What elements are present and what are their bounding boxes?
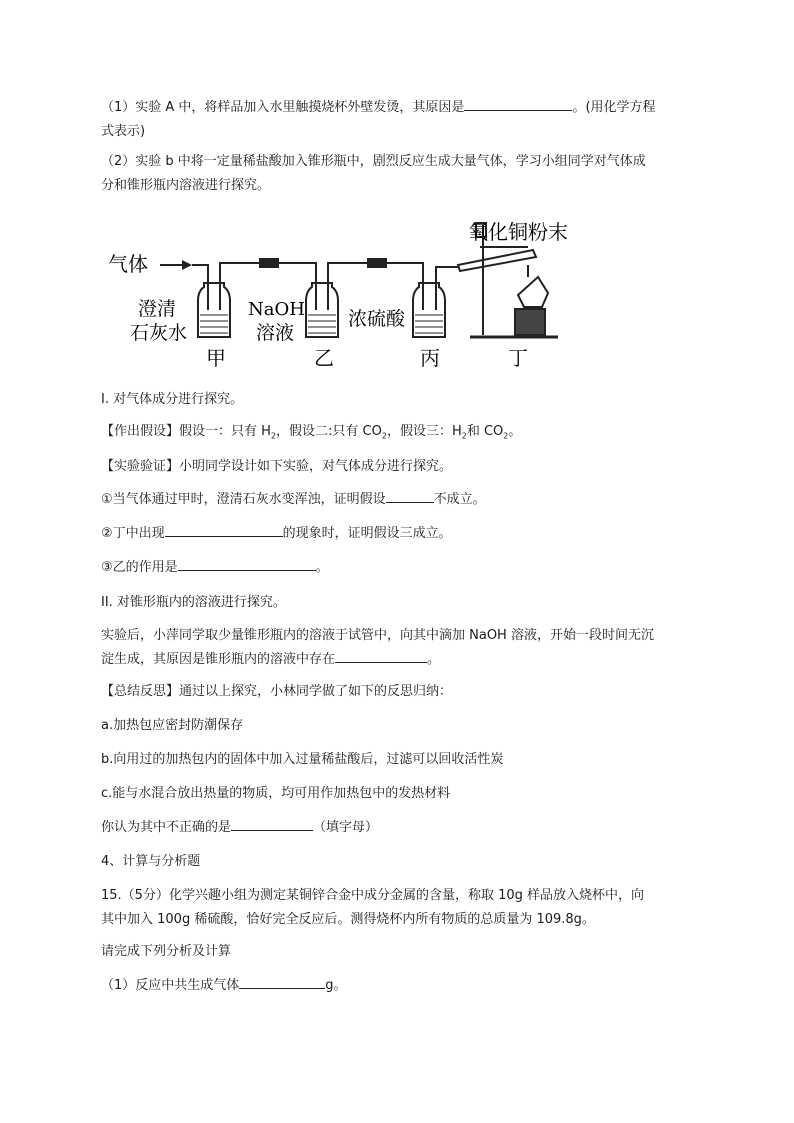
question-15: 15.（5分）化学兴趣小组为测定某铜锌合金中成分金属的含量，称取 10g 样品放入烧杯中，向 其中加入 100g 稀硫酸，恰好完全反应后。测得烧杯内所有物质的总质量为 109.8g。 (101, 888, 645, 927)
section-4-heading: 4、计算与分析题 (101, 854, 201, 869)
q1-text-end: 。(用化学方程 (572, 100, 656, 115)
bottle1-label-l1: 澄清 (138, 298, 177, 320)
option-c: c.能与水混合放出热量的物质，均可用作加热包中的发热材料 (101, 786, 451, 801)
question-1 (101, 96, 701, 144)
name-ding: 丁 (508, 346, 528, 370)
q2-line2: 分和锥形瓶内溶液进行探究。 (101, 178, 271, 193)
option-a: a.加热包应密封防潮保存 (101, 718, 244, 733)
part2-heading: II. 对锥形瓶内的溶液进行探究。 (101, 595, 286, 610)
bottle2-label-l2: 溶液 (256, 322, 295, 344)
question-2 (101, 150, 701, 198)
hypothesis-line: 【作出假设】假设一：只有 $H_2$，假设二:只有 $CO_2$，假设三：$H_2$和 $CO_2$。 (101, 424, 522, 441)
answer-blank[interactable] (239, 974, 325, 989)
bottle3-label: 浓硫酸 (348, 308, 406, 330)
name-yi: 乙 (314, 346, 334, 370)
bottle1-label-l2: 石灰水 (130, 322, 188, 344)
question-15-1: （1）反应中共生成气体 g。 (101, 974, 701, 998)
calc-heading: 请完成下列分析及计算 (101, 944, 232, 959)
cuo-label: 氧化铜粉末 (468, 220, 568, 244)
q2-line1: （2）实验 b 中将一定量稀盐酸加入锥形瓶中，剧烈反应生成大量气体，学习小组同学对气体成 (101, 154, 646, 169)
item-2: ②丁中出现 的现象时，证明假设三成立。 (101, 522, 701, 546)
arrow-head-icon (182, 260, 192, 270)
part1-heading: I. 对气体成分进行探究。 (101, 392, 244, 407)
apparatus-diagram (108, 215, 608, 370)
verify-line: 【实验验证】小明同学设计如下实验，对气体成分进行探究。 (101, 459, 453, 474)
bottle2-label-l1: NaOH (248, 299, 305, 320)
name-bing: 丙 (420, 346, 440, 370)
choice-line: 你认为其中不正确的是 （填字母） (101, 816, 701, 840)
answer-blank[interactable] (386, 488, 434, 503)
answer-blank[interactable] (165, 522, 283, 537)
q1-text-cont: 式表示) (101, 124, 146, 139)
item-3: ③乙的作用是 。 (101, 556, 701, 580)
answer-blank[interactable] (231, 816, 313, 831)
answer-blank[interactable] (464, 96, 572, 111)
q1-text: （1）实验 A 中，将样品加入水里触摸烧杯外壁发烫，其原因是 (101, 100, 465, 115)
answer-blank[interactable] (178, 556, 316, 571)
summary-line: 【总结反思】通过以上探究，小林同学做了如下的反思归纳： (101, 684, 453, 699)
answer-blank[interactable] (335, 648, 427, 663)
gas-label: 气体 (108, 252, 148, 276)
option-b: b.向用过的加热包内的固体中加入过量稀盐酸后，过滤可以回收活性炭 (101, 752, 504, 767)
name-jia: 甲 (206, 346, 226, 370)
item-1: ①当气体通过甲时，澄清石灰水变浑浊，证明假设 不成立。 (101, 488, 701, 512)
experiment-text: 实验后，小萍同学取少量锥形瓶内的溶液于试管中，向其中滴加 NaOH 溶液，开始一段时间无沉 淀生成，其原因是锥形瓶内的溶液中存在 。 (101, 628, 654, 667)
